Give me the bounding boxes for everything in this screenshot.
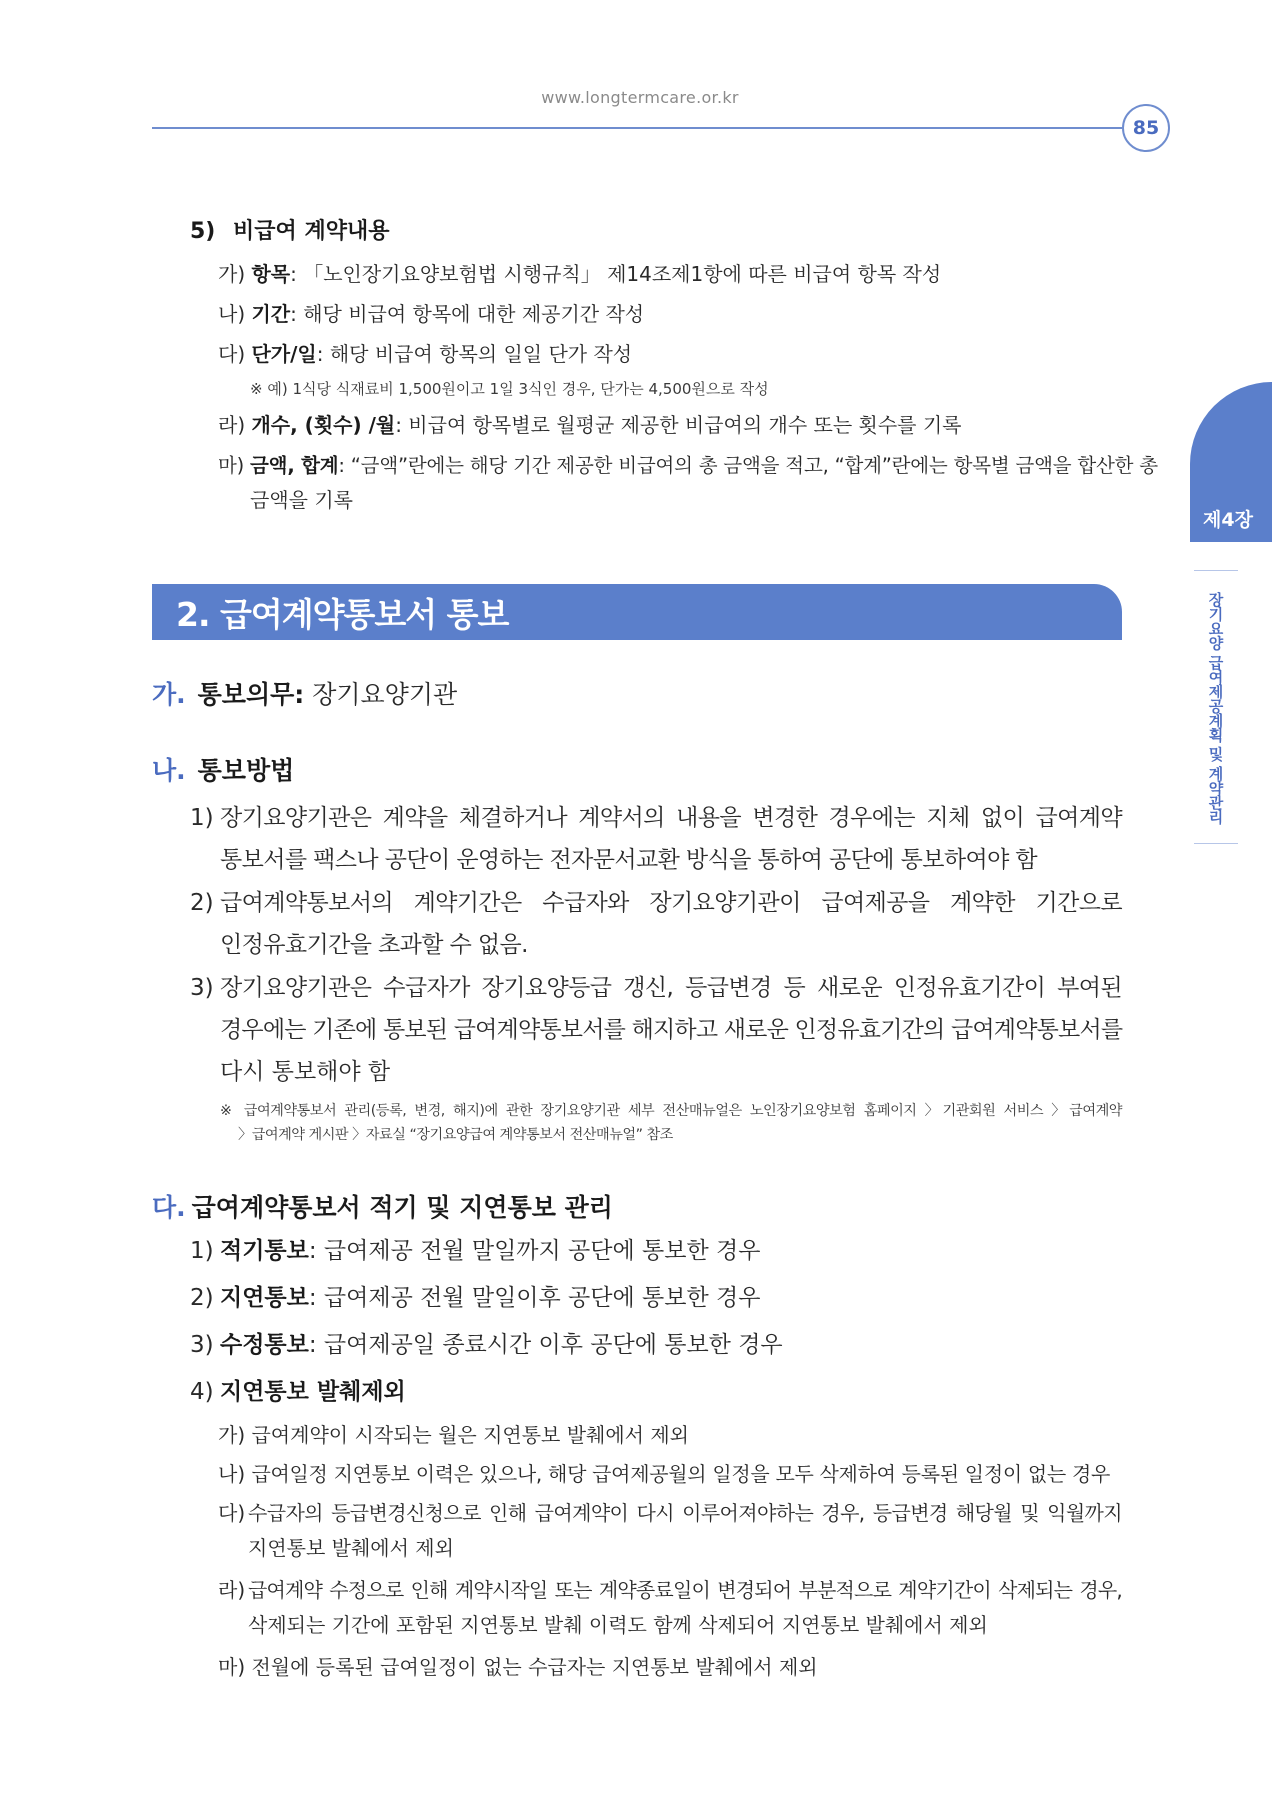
item-text-cont: 금액을 기록 bbox=[250, 488, 353, 512]
da-heading bbox=[152, 1188, 613, 1224]
item-label: 개수, (횟수) /월 bbox=[251, 413, 396, 437]
chapter-title-vertical bbox=[1194, 580, 1238, 836]
s5-item-na bbox=[218, 297, 644, 332]
page-number: 85 bbox=[1122, 104, 1170, 152]
item-line: 다시 통보해야 함 bbox=[220, 1059, 391, 1085]
item-line: 장기요양기관은 수급자가 장기요양등급 갱신, 등급변경 등 새로운 인정유효기간이 부여된 bbox=[220, 975, 1122, 1001]
na-item-1 bbox=[190, 799, 1122, 879]
item-line: 경우에는 기존에 통보된 급여계약통보서를 해지하고 새로운 인정유효기간의 급여계약통보서를 bbox=[220, 1017, 1123, 1043]
da4-sub-ga bbox=[218, 1418, 689, 1453]
item-line: 장기요양기관은 계약을 체결하거나 계약서의 내용을 변경한 경우에는 지체 없이 급여계약 bbox=[220, 805, 1122, 831]
item-label: 기간 bbox=[251, 302, 291, 326]
na-heading bbox=[152, 751, 294, 787]
note-line: 〉급여계약 게시판 〉자료실 “장기요양급여 계약통보서 전산매뉴얼” 참조 bbox=[238, 1127, 673, 1143]
item-num: 3) bbox=[190, 975, 214, 1001]
da4-sub-da bbox=[218, 1496, 1122, 1566]
na-mark: 나. bbox=[152, 756, 186, 785]
na-note bbox=[220, 1099, 1122, 1147]
sub-mark: 마) bbox=[218, 1655, 246, 1679]
sub-mark: 다) bbox=[218, 1501, 246, 1525]
item-text: : 해당 비급여 항목의 일일 단가 작성 bbox=[316, 342, 633, 366]
item-num: 3) bbox=[190, 1332, 214, 1358]
s5-title: 비급여 계약내용 bbox=[233, 219, 390, 244]
s5-item-ra bbox=[218, 408, 961, 443]
item-label: 단가/일 bbox=[251, 342, 317, 366]
item-mark: 다) bbox=[218, 342, 246, 366]
item-label: 수정통보 bbox=[220, 1332, 309, 1358]
s5-item-ma bbox=[218, 448, 1158, 518]
side-divider-top bbox=[1194, 570, 1238, 571]
s5-note: ※ 예) 1식당 식재료비 1,500원이고 1일 3식인 경우, 단가는 4,500원으로 작성 bbox=[250, 380, 769, 398]
item-text: : 해당 비급여 항목에 대한 제공기간 작성 bbox=[290, 302, 645, 326]
da-item-3 bbox=[190, 1326, 783, 1364]
section-2-title: 2. 급여계약통보서 통보 bbox=[176, 594, 509, 634]
item-line: 통보서를 팩스나 공단이 운영하는 전자문서교환 방식을 통하여 공단에 통보하여야 함 bbox=[220, 847, 1038, 873]
item-text: : 「노인장기요양보험법 시행규칙」 제14조제1항에 따른 비급여 항목 작성 bbox=[290, 262, 942, 286]
item-line: 인정유효기간을 초과할 수 없음. bbox=[220, 932, 528, 958]
item-mark: 가) bbox=[218, 262, 246, 286]
da-title: 급여계약통보서 적기 및 지연통보 관리 bbox=[191, 1193, 613, 1222]
da-item-2 bbox=[190, 1279, 760, 1317]
item-label: 적기통보 bbox=[220, 1238, 309, 1264]
na-title: 통보방법 bbox=[197, 756, 295, 785]
header-divider bbox=[152, 127, 1122, 129]
chapter-label: 제4장 bbox=[1203, 509, 1253, 531]
side-divider-bottom bbox=[1194, 843, 1238, 844]
sub-line: 급여일정 지연통보 이력은 있으나, 해당 급여제공월의 일정을 모두 삭제하여 등록된 일정이 없는 경우 bbox=[251, 1462, 1111, 1486]
item-mark: 나) bbox=[218, 302, 246, 326]
item-num: 1) bbox=[190, 805, 214, 831]
chapter-tab bbox=[1190, 382, 1272, 542]
item-text: : “금액”란에는 해당 기간 제공한 비급여의 총 금액을 적고, “합계”란에는 항목별 금액을 합산한 총 bbox=[338, 454, 1158, 477]
item-mark: 라) bbox=[218, 413, 246, 437]
item-text: : 급여제공일 종료시간 이후 공단에 통보한 경우 bbox=[308, 1332, 783, 1358]
sub-mark: 가) bbox=[218, 1423, 246, 1447]
da-mark: 다. bbox=[152, 1193, 186, 1222]
item-num: 2) bbox=[190, 1285, 214, 1311]
item-num: 4) bbox=[190, 1379, 214, 1405]
sub-line: 수급자의 등급변경신청으로 인해 급여계약이 다시 이루어져야하는 경우, 등급변경 해당월 및 익월까지 bbox=[248, 1501, 1122, 1525]
item-label: 금액, 합계 bbox=[250, 454, 339, 477]
sub-mark: 나) bbox=[218, 1462, 246, 1486]
sub-mark: 라) bbox=[218, 1578, 246, 1602]
note-line: ※ 급여계약통보서 관리(등록, 변경, 해지)에 관한 장기요양기관 세부 전산매뉴얼은 노인장기요양보험 홈페이지 〉기관회원 서비스 〉급여계약 bbox=[220, 1103, 1122, 1119]
da4-sub-ma bbox=[218, 1650, 818, 1685]
s5-num: 5) bbox=[190, 219, 216, 244]
sub-line: 삭제되는 기간에 포함된 지연통보 발췌 이력도 함께 삭제되어 지연통보 발췌에서 제외 bbox=[248, 1613, 988, 1637]
item-title: 지연통보 발췌제외 bbox=[220, 1379, 406, 1405]
da4-sub-na bbox=[218, 1457, 1110, 1492]
site-url: www.longtermcare.or.kr bbox=[541, 88, 739, 107]
s5-item-da bbox=[218, 337, 632, 372]
da-item-4 bbox=[190, 1373, 406, 1411]
item-label: 항목 bbox=[251, 262, 291, 286]
item-num: 2) bbox=[190, 890, 214, 916]
item-num: 1) bbox=[190, 1238, 214, 1264]
sub-line: 급여계약 수정으로 인해 계약시작일 또는 계약종료일이 변경되어 부분적으로 계약기간이 삭제되는 경우, bbox=[248, 1578, 1122, 1602]
na-item-3 bbox=[190, 969, 1122, 1091]
sub-line: 지연통보 발췌에서 제외 bbox=[248, 1536, 454, 1560]
item-text: : 급여제공 전월 말일이후 공단에 통보한 경우 bbox=[308, 1285, 761, 1311]
ga-heading bbox=[152, 675, 457, 711]
chapter-title-text: 장기요양 급여제공계획 및 계약관리 bbox=[1206, 592, 1225, 824]
ga-title: 통보의무: bbox=[197, 680, 305, 709]
ga-value: 장기요양기관 bbox=[304, 680, 458, 709]
da-item-1 bbox=[190, 1232, 760, 1270]
section-2-banner bbox=[152, 584, 1122, 640]
na-item-2 bbox=[190, 884, 1122, 964]
s5-item-ga bbox=[218, 257, 941, 292]
item-line: 급여계약통보서의 계약기간은 수급자와 장기요양기관이 급여제공을 계약한 기간으로 bbox=[220, 890, 1122, 916]
sub-line: 전월에 등록된 급여일정이 없는 수급자는 지연통보 발췌에서 제외 bbox=[251, 1655, 818, 1679]
item-label: 지연통보 bbox=[220, 1285, 309, 1311]
item-text: : 급여제공 전월 말일까지 공단에 통보한 경우 bbox=[308, 1238, 761, 1264]
item-mark: 마) bbox=[218, 454, 245, 477]
sub-line: 급여계약이 시작되는 월은 지연통보 발췌에서 제외 bbox=[251, 1423, 689, 1447]
ga-mark: 가. bbox=[152, 680, 186, 709]
da4-sub-ra bbox=[218, 1573, 1122, 1643]
s5-heading bbox=[190, 214, 389, 245]
item-text: : 비급여 항목별로 월평균 제공한 비급여의 개수 또는 횟수를 기록 bbox=[395, 413, 962, 437]
